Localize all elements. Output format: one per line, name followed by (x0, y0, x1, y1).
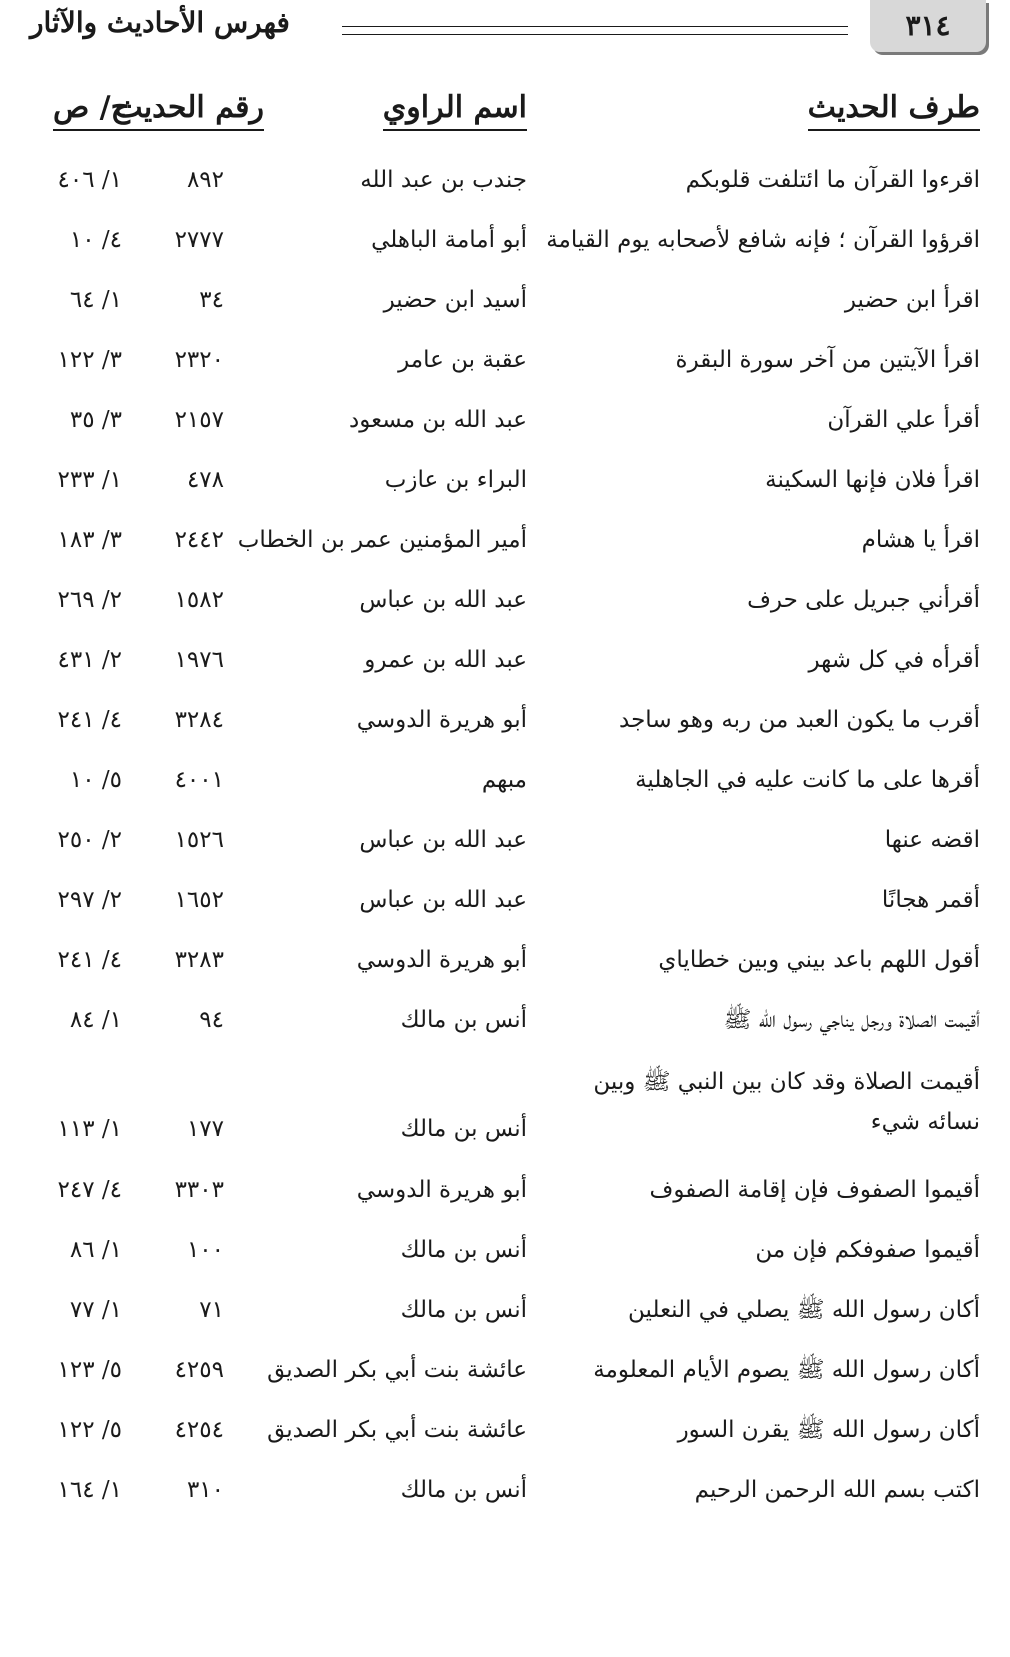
hadith-number: ٣٤ (199, 287, 224, 313)
table-row (0, 1400, 1010, 1460)
volume-page: ٢/ ٢٦٩ (57, 587, 122, 613)
hadith-number: ٢١٥٧ (174, 407, 224, 433)
narrator-name: عقبة بن عامر (398, 347, 527, 373)
volume-page: ٤/ ٢٤١ (57, 947, 122, 973)
table-row (0, 1460, 1010, 1520)
hadith-number: ٣٢٨٣ (174, 947, 224, 973)
hadith-text: أكان رسول الله ﷺ يقرن السور (677, 1417, 980, 1443)
table-row (0, 930, 1010, 990)
hadith-text: أقرأه في كل شهر (808, 647, 980, 673)
hadith-number: ٤٠٠١ (174, 767, 224, 793)
column-header-rawi (383, 90, 527, 146)
hadith-number: ٢٤٤٢ (174, 527, 224, 553)
hadith-text: أقيموا صفوفكم فإن من (755, 1237, 980, 1263)
volume-page: ١/ ٤٠٦ (57, 167, 122, 193)
hadith-text: اكتب بسم الله الرحمن الرحيم (694, 1477, 980, 1503)
hadith-number: ١٥٨٢ (174, 587, 224, 613)
narrator-name: مبهم (481, 767, 527, 793)
table-row (0, 570, 1010, 630)
table-row (0, 1050, 1010, 1160)
hadith-number: ١٥٢٦ (174, 827, 224, 853)
table-row (0, 1340, 1010, 1400)
narrator-name: عبد الله بن عباس (359, 827, 527, 853)
narrator-name: أبو هريرة الدوسي (356, 707, 527, 733)
hadith-number: ٣٣٠٣ (174, 1177, 224, 1203)
narrator-name: جندب بن عبد الله (360, 167, 527, 193)
table-row (0, 990, 1010, 1050)
hadith-text: أكان رسول الله ﷺ يصلي في النعلين (628, 1297, 980, 1323)
hadith-text: اقضه عنها (884, 827, 980, 853)
table-row (0, 750, 1010, 810)
hadith-text: أقرأ علي القرآن (827, 407, 980, 433)
volume-page: ٤/ ٢٤٧ (57, 1177, 122, 1203)
column-header-rawi-label: اسم الراوي (383, 90, 527, 131)
narrator-name: أسيد ابن حضير (383, 287, 527, 313)
table-row (0, 210, 1010, 270)
page-number: ٣١٤ (905, 9, 951, 42)
page-header (0, 0, 1010, 70)
index-title: فهرس الأحاديث والآثار (30, 6, 290, 39)
volume-page: ١/ ٦٤ (69, 287, 122, 313)
volume-page: ١/ ٨٤ (69, 1007, 122, 1033)
narrator-name: البراء بن عازب (384, 467, 527, 493)
volume-page: ١/ ٢٣٣ (57, 467, 122, 493)
table-row (0, 150, 1010, 210)
column-header-hadith-label: طرف الحديث (808, 90, 980, 131)
narrator-name: أنس بن مالك (400, 1297, 527, 1323)
volume-page: ٢/ ٤٣١ (57, 647, 122, 673)
volume-page: ٣/ ١٢٢ (57, 347, 122, 373)
column-header-hadith (808, 90, 980, 146)
volume-page: ٣/ ٣٥ (69, 407, 122, 433)
hadith-number: ٩٤ (199, 1007, 224, 1033)
index-table (0, 150, 1010, 1520)
narrator-name: أمير المؤمنين عمر بن الخطاب (237, 527, 527, 553)
page-number-tab (870, 0, 986, 52)
table-row (0, 1280, 1010, 1340)
hadith-text: اقرءوا القرآن ما ائتلفت قلوبكم (685, 167, 980, 193)
column-header-volume-page (53, 90, 130, 146)
hadith-text: أقرب ما يكون العبد من ربه وهو ساجد (619, 707, 980, 733)
hadith-text: أقيموا الصفوف فإن إقامة الصفوف (649, 1177, 980, 1203)
table-row (0, 1160, 1010, 1220)
column-header-volume-page-label: ج/ ص (53, 90, 130, 131)
table-row (0, 390, 1010, 450)
volume-page: ٤/ ١٠ (69, 227, 122, 253)
narrator-name: عبد الله بن عباس (359, 587, 527, 613)
table-row (0, 1220, 1010, 1280)
table-row (0, 270, 1010, 330)
table-row (0, 630, 1010, 690)
narrator-name: أنس بن مالك (400, 1116, 527, 1142)
hadith-text: أقرها على ما كانت عليه في الجاهلية (635, 767, 980, 793)
volume-page: ١/ ٧٧ (69, 1297, 122, 1323)
narrator-name: عائشة بنت أبي بكر الصديق (267, 1417, 527, 1443)
hadith-number: ١٧٧ (186, 1116, 224, 1142)
hadith-text: أقيمت الصلاة وقد كان بين النبي ﷺ وبين نسائه شيء (593, 1069, 980, 1135)
table-row (0, 330, 1010, 390)
volume-page: ٥/ ١٢٢ (57, 1417, 122, 1443)
volume-page: ٢/ ٢٥٠ (57, 827, 122, 853)
hadith-text: اقرأ فلان فإنها السكينة (765, 467, 980, 493)
hadith-number: ٣١٠ (186, 1477, 224, 1503)
hadith-number: ٢٧٧٧ (174, 227, 224, 253)
hadith-number: ١٩٧٦ (174, 647, 224, 673)
volume-page: ٥/ ١٢٣ (57, 1357, 122, 1383)
hadith-number: ١٠٠ (186, 1237, 224, 1263)
table-row (0, 870, 1010, 930)
header-rule-top (342, 26, 848, 27)
volume-page: ٤/ ٢٤١ (57, 707, 122, 733)
table-row (0, 810, 1010, 870)
hadith-text: أقرأني جبريل على حرف (747, 587, 980, 613)
hadith-text: أقيمت الصلاة ورجل يناجي رسول الله ﷺ (723, 1007, 980, 1033)
narrator-name: أبو هريرة الدوسي (356, 1177, 527, 1203)
volume-page: ١/ ١١٣ (57, 1116, 122, 1142)
hadith-number: ٧١ (199, 1297, 224, 1323)
hadith-text: أكان رسول الله ﷺ يصوم الأيام المعلومة (593, 1357, 980, 1383)
hadith-text: اقرأ ابن حضير (844, 287, 980, 313)
narrator-name: أبو هريرة الدوسي (356, 947, 527, 973)
hadith-number: ١٦٥٢ (174, 887, 224, 913)
hadith-number: ٤٢٥٤ (174, 1417, 224, 1443)
hadith-text: اقرأ الآيتين من آخر سورة البقرة (675, 347, 980, 373)
header-rule-bottom (342, 34, 848, 35)
hadith-number: ٨٩٢ (186, 167, 224, 193)
narrator-name: أنس بن مالك (400, 1477, 527, 1503)
hadith-text: أقول اللهم باعد بيني وبين خطاياي (658, 947, 980, 973)
column-header-number-label: رقم الحديث (114, 90, 264, 131)
hadith-number: ٤٧٨ (186, 467, 224, 493)
volume-page: ٥/ ١٠ (69, 767, 122, 793)
volume-page: ٣/ ١٨٣ (57, 527, 122, 553)
hadith-number: ٢٣٢٠ (174, 347, 224, 373)
hadith-text: أقمر هجانًا (881, 887, 980, 913)
narrator-name: أنس بن مالك (400, 1237, 527, 1263)
table-row (0, 450, 1010, 510)
hadith-number: ٣٢٨٤ (174, 707, 224, 733)
table-row (0, 690, 1010, 750)
narrator-name: عبد الله بن عباس (359, 887, 527, 913)
narrator-name: أنس بن مالك (400, 1007, 527, 1033)
hadith-text: اقرؤوا القرآن ؛ فإنه شافع لأصحابه يوم القيامة (546, 227, 980, 253)
narrator-name: عبد الله بن مسعود (349, 407, 527, 433)
narrator-name: عبد الله بن عمرو (364, 647, 527, 673)
hadith-text: اقرأ يا هشام (861, 527, 980, 553)
narrator-name: أبو أمامة الباهلي (371, 227, 527, 253)
volume-page: ١/ ٨٦ (69, 1237, 122, 1263)
volume-page: ١/ ١٦٤ (57, 1477, 122, 1503)
column-header-number (114, 90, 264, 146)
table-row (0, 510, 1010, 570)
narrator-name: عائشة بنت أبي بكر الصديق (267, 1357, 527, 1383)
hadith-number: ٤٢٥٩ (174, 1357, 224, 1383)
volume-page: ٢/ ٢٩٧ (57, 887, 122, 913)
